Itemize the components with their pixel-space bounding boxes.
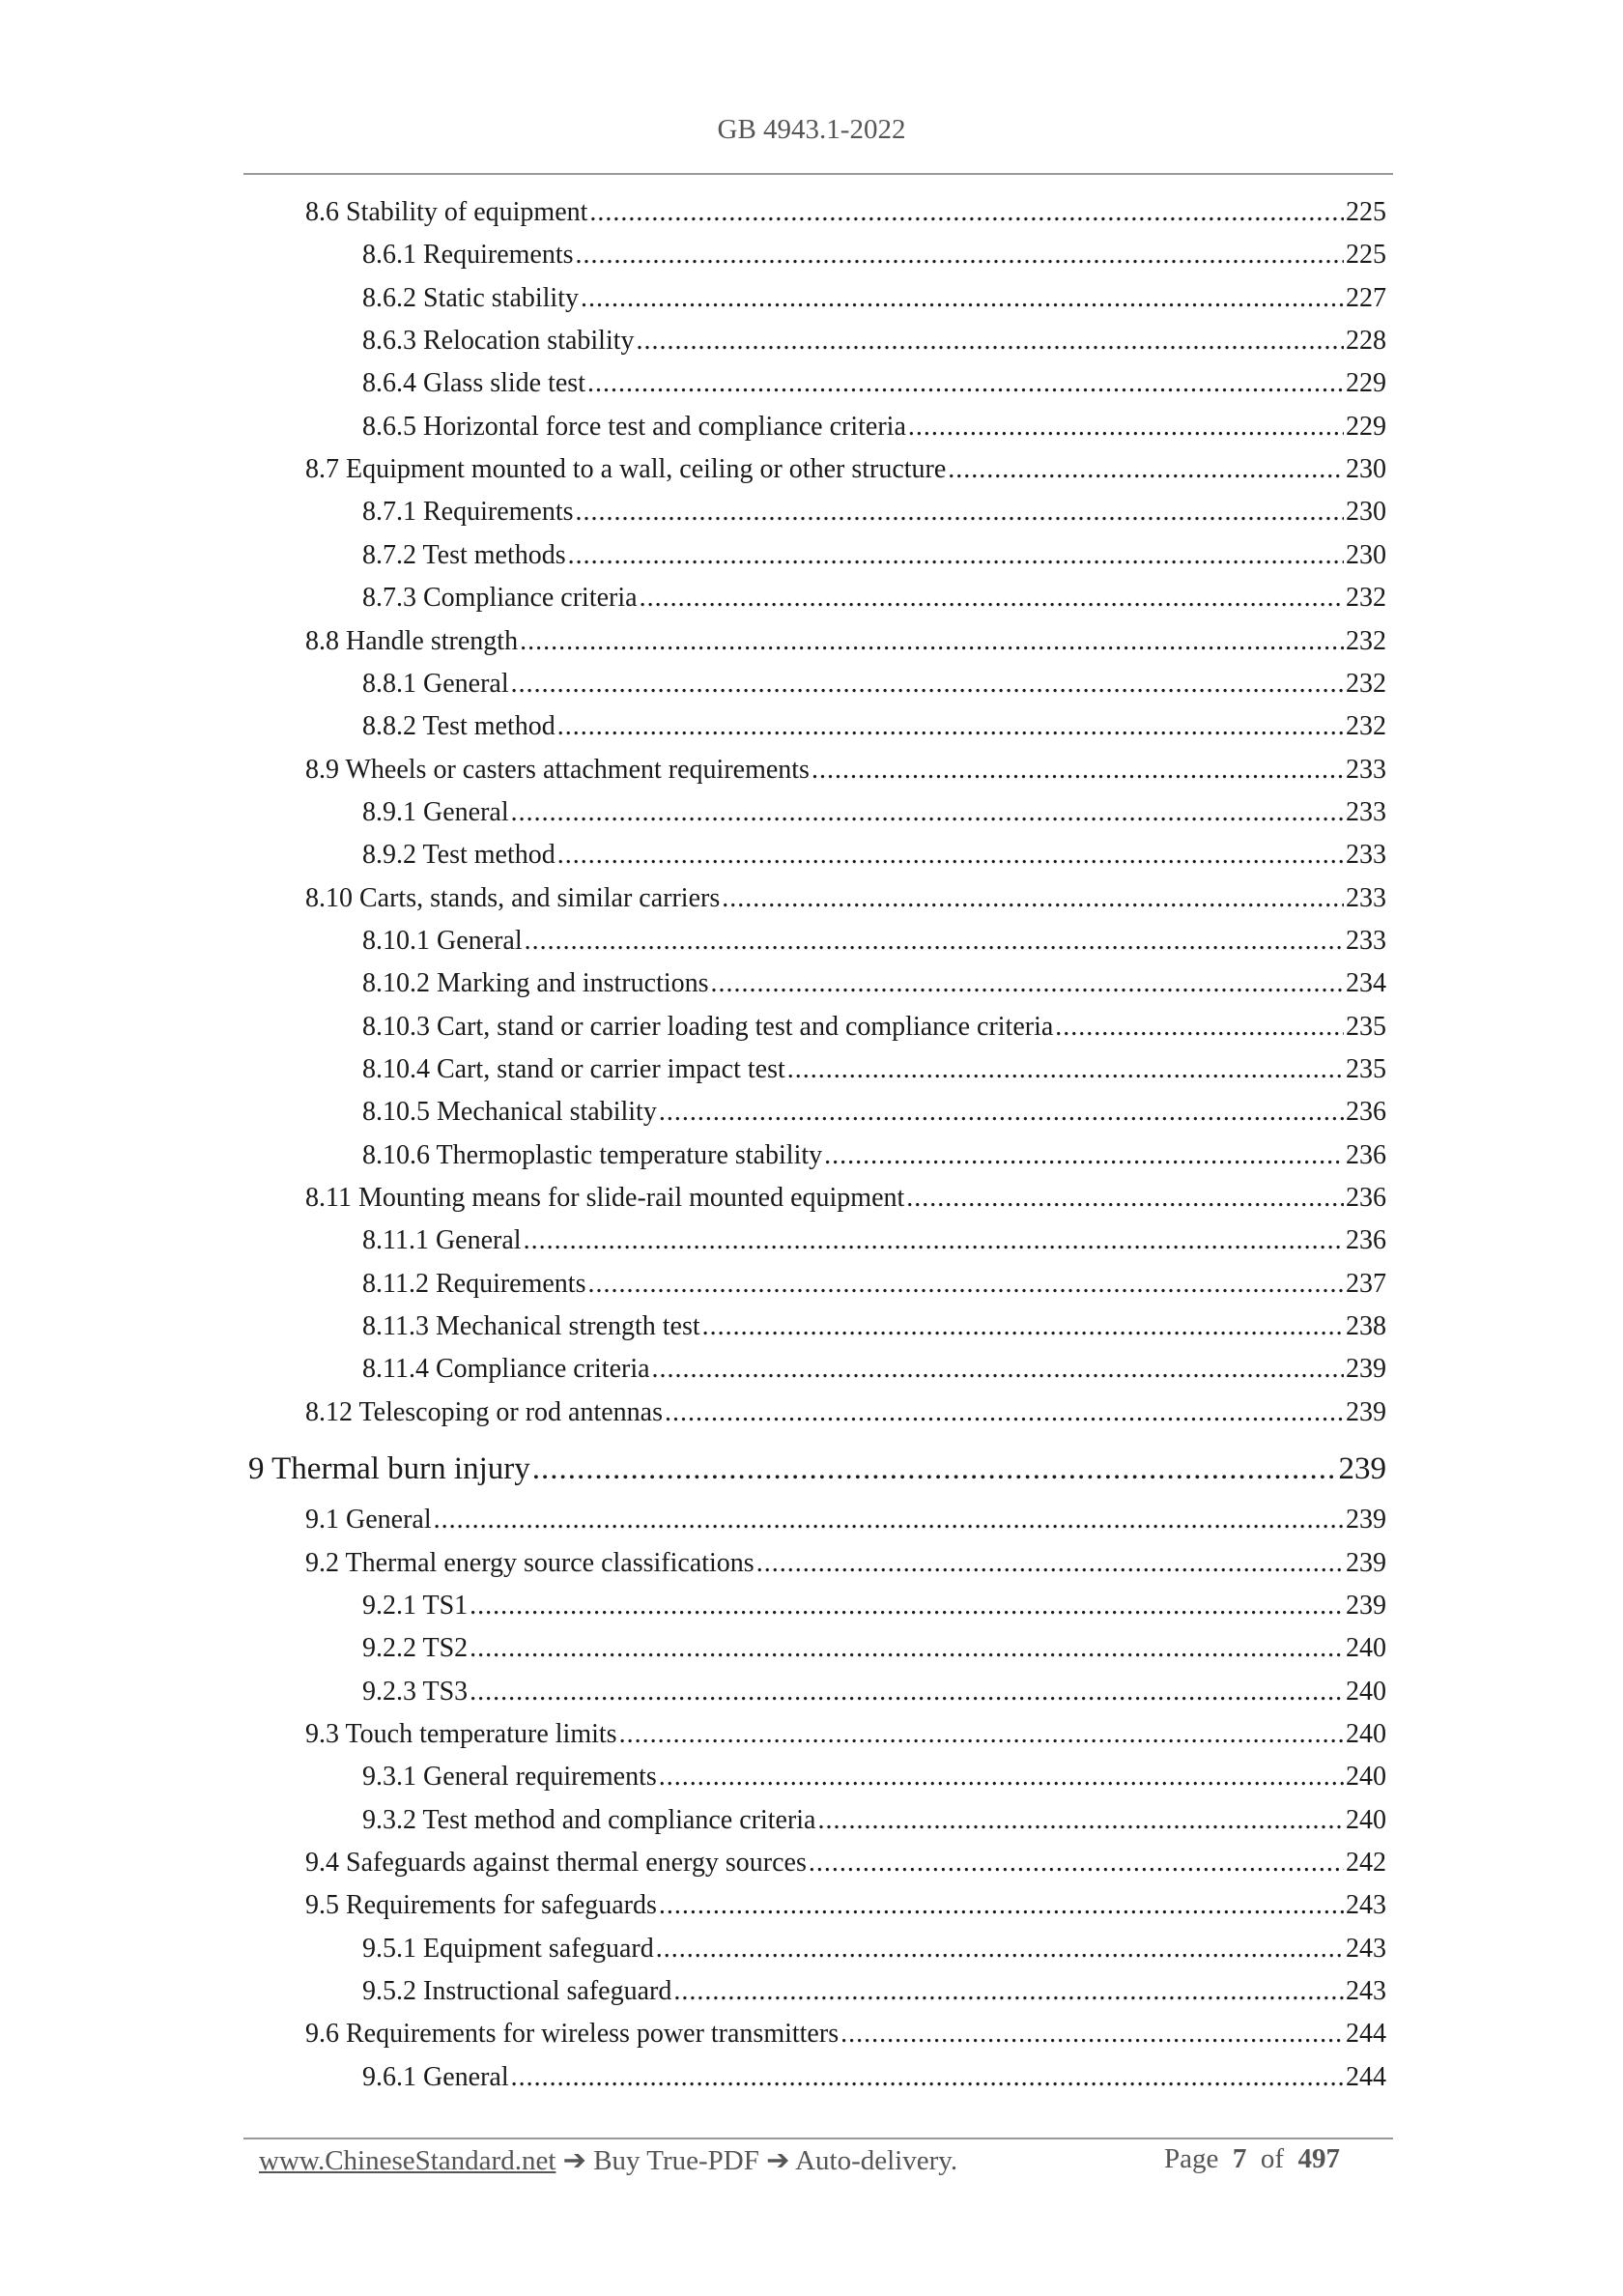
toc-entry[interactable]: [305, 197, 1386, 236]
dot-leader: [589, 197, 1344, 228]
page-indicator: [1164, 2143, 1340, 2175]
toc-entry-title: 8.9.2 Test method: [362, 840, 555, 871]
toc-entry-title: 8.10.2 Marking and instructions: [362, 968, 709, 999]
toc-entry[interactable]: [362, 1805, 1386, 1844]
toc-entry[interactable]: [305, 755, 1386, 793]
toc-entry-page: 236: [1346, 1183, 1386, 1214]
toc-entry-title: 8.10 Carts, stands, and similar carriers: [305, 882, 721, 913]
toc-entry[interactable]: [305, 2019, 1386, 2057]
toc-entry-page: 239: [1346, 1547, 1386, 1578]
dot-leader: [906, 1183, 1344, 1214]
toc-entry-page: 232: [1346, 583, 1386, 614]
toc-entry[interactable]: [362, 1269, 1386, 1307]
toc-entry-title: 8.10.5 Mechanical stability: [362, 1097, 657, 1128]
toc-entry[interactable]: [362, 240, 1386, 278]
toc-entry[interactable]: [305, 1848, 1386, 1886]
toc-entry[interactable]: [362, 2062, 1386, 2101]
toc-entry-title: 8.12 Telescoping or rod antennas: [305, 1396, 663, 1427]
toc-entry-page: 229: [1346, 368, 1386, 399]
dot-leader: [511, 2062, 1344, 2093]
of-label: of: [1260, 2143, 1285, 2174]
toc-entry[interactable]: [362, 840, 1386, 878]
toc-entry-title: 9.5.2 Instructional safeguard: [362, 1976, 672, 2006]
dot-leader: [576, 240, 1344, 271]
toc-entry-page: 235: [1346, 1011, 1386, 1042]
toc-entry-title: 9.6 Requirements for wireless power transmitters: [305, 2019, 840, 2050]
toc-entry-title: 9.2.1 TS1: [362, 1590, 469, 1621]
arrow-icon: ➔: [766, 2145, 790, 2176]
toc-entry[interactable]: [362, 1762, 1386, 1800]
toc-entry-page: 225: [1346, 197, 1386, 227]
toc-entry-title: 8.6.4 Glass slide test: [362, 368, 585, 399]
arrow-icon: ➔: [562, 2145, 586, 2176]
toc-entry-page: 240: [1346, 1762, 1386, 1793]
toc-entry-title: 8.8.1 General: [362, 668, 509, 699]
footer-promo: [259, 2143, 957, 2177]
toc-entry[interactable]: [362, 1934, 1386, 1972]
current-page: 7: [1232, 2143, 1247, 2174]
toc-entry-page: 236: [1346, 1225, 1386, 1256]
toc-entry-page: 229: [1346, 411, 1386, 442]
toc-entry-page: 239: [1346, 1590, 1386, 1621]
toc-entry[interactable]: [305, 1183, 1386, 1221]
toc-entry-page: 227: [1346, 282, 1386, 313]
toc-entry-page: 236: [1346, 1097, 1386, 1128]
dot-leader: [817, 1805, 1344, 1836]
toc-entry[interactable]: [362, 540, 1386, 579]
dot-leader: [948, 454, 1344, 485]
dot-leader: [652, 1354, 1344, 1385]
dot-leader: [702, 1311, 1344, 1342]
toc-entry-title: 9.1 General: [305, 1505, 432, 1535]
dot-leader: [640, 583, 1344, 614]
toc-entry[interactable]: [362, 1097, 1386, 1135]
toc-entry-title: 8.7 Equipment mounted to a wall, ceiling or other structure: [305, 454, 947, 485]
toc-entry-page: 233: [1346, 840, 1386, 871]
toc-entry[interactable]: [305, 1505, 1386, 1543]
toc-entry-title: 9.5 Requirements for safeguards: [305, 1890, 657, 1921]
toc-entry[interactable]: [248, 1451, 1386, 1490]
toc-entry[interactable]: [362, 1633, 1386, 1672]
toc-entry-title: 8.11.1 General: [362, 1225, 522, 1256]
toc-entry[interactable]: [362, 926, 1386, 964]
toc-entry[interactable]: [362, 1354, 1386, 1392]
toc-entry-page: 243: [1346, 1890, 1386, 1921]
toc-entry[interactable]: [362, 326, 1386, 364]
toc-entry-title: 9.3 Touch temperature limits: [305, 1718, 617, 1749]
toc-entry[interactable]: [305, 883, 1386, 922]
toc-entry[interactable]: [305, 454, 1386, 493]
toc-entry-page: 240: [1346, 1718, 1386, 1749]
toc-entry-page: 232: [1346, 668, 1386, 699]
dot-leader: [840, 2019, 1344, 2050]
toc-entry-page: 233: [1346, 796, 1386, 827]
dot-leader: [824, 1140, 1344, 1171]
toc-entry-title: 8.10.6 Thermoplastic temperature stability: [362, 1139, 823, 1170]
dot-leader: [659, 1762, 1344, 1793]
toc-entry-title: 8.7.3 Compliance criteria: [362, 583, 638, 614]
toc-entry[interactable]: [305, 1397, 1386, 1436]
toc-entry[interactable]: [362, 669, 1386, 707]
dot-leader: [470, 1677, 1344, 1708]
toc-entry-title: 8.11 Mounting means for slide-rail mounted equipment: [305, 1183, 905, 1214]
toc-entry-title: 8.8 Handle strength: [305, 625, 519, 656]
toc-entry-page: 244: [1346, 2019, 1386, 2050]
toc-entry-title: 8.11.3 Mechanical strength test: [362, 1311, 700, 1342]
toc-entry-page: 236: [1346, 1139, 1386, 1170]
toc-entry-title: 9.3.2 Test method and compliance criteria: [362, 1804, 816, 1835]
toc-entry[interactable]: [362, 412, 1386, 450]
dot-leader: [470, 1633, 1344, 1664]
toc-entry-title: 8.6.5 Horizontal force test and compliance criteria: [362, 411, 906, 442]
toc-entry-page: 240: [1346, 1804, 1386, 1835]
toc-entry[interactable]: [362, 1677, 1386, 1715]
toc-entry[interactable]: [362, 583, 1386, 621]
toc-entry-title: 9.2.2 TS2: [362, 1633, 469, 1664]
toc-entry-title: 9.2 Thermal energy source classifications: [305, 1547, 755, 1578]
dot-leader: [1055, 1012, 1344, 1043]
toc-entry-title: 8.7.2 Test methods: [362, 539, 566, 570]
toc-entry-page: 243: [1346, 1976, 1386, 2006]
toc-entry-title: 8.11.2 Requirements: [362, 1268, 586, 1299]
dot-leader: [524, 1225, 1344, 1256]
dot-leader: [711, 968, 1344, 999]
dot-leader: [557, 711, 1344, 742]
toc-entry-title: 8.10.3 Cart, stand or carrier loading test and compliance criteria: [362, 1011, 1054, 1042]
toc-entry[interactable]: [362, 1311, 1386, 1350]
toc-entry[interactable]: [305, 1719, 1386, 1758]
dot-leader: [520, 626, 1344, 657]
toc-entry-title: 9 Thermal burn injury: [248, 1451, 530, 1487]
dot-leader: [665, 1397, 1344, 1428]
toc-entry-title: 8.6.1 Requirements: [362, 240, 574, 271]
toc-entry-page: 242: [1346, 1847, 1386, 1878]
dot-leader: [557, 840, 1344, 871]
toc-entry-page: 228: [1346, 326, 1386, 357]
toc-entry-page: 240: [1346, 1633, 1386, 1664]
dot-leader: [787, 1054, 1344, 1085]
toc-entry-title: 9.6.1 General: [362, 2061, 509, 2092]
toc-entry-title: 9.3.1 General requirements: [362, 1762, 657, 1793]
toc-entry-page: 232: [1346, 625, 1386, 656]
toc-entry[interactable]: [362, 1140, 1386, 1179]
toc-entry[interactable]: [362, 1054, 1386, 1093]
dot-leader: [722, 883, 1344, 914]
dot-leader: [637, 326, 1344, 357]
toc-entry-page: 238: [1346, 1311, 1386, 1342]
toc-entry-title: 8.7.1 Requirements: [362, 497, 574, 528]
document-header: GB 4943.1-2022: [717, 114, 906, 145]
toc-entry-page: 239: [1346, 1354, 1386, 1385]
dot-leader: [525, 926, 1344, 957]
toc-entry[interactable]: [305, 1548, 1386, 1587]
dot-leader: [587, 368, 1344, 399]
dot-leader: [511, 669, 1344, 700]
dot-leader: [581, 283, 1344, 314]
toc-entry-page: 230: [1346, 539, 1386, 570]
toc-entry-page: 230: [1346, 497, 1386, 528]
dot-leader: [619, 1719, 1344, 1750]
toc-entry[interactable]: [305, 626, 1386, 665]
website-link[interactable]: www.ChineseStandard.net: [259, 2145, 556, 2176]
toc-entry-page: 243: [1346, 1933, 1386, 1964]
toc-entry[interactable]: [362, 283, 1386, 322]
header-divider: [243, 173, 1393, 175]
toc-entry[interactable]: [362, 1012, 1386, 1050]
toc-entry-page: 239: [1346, 1396, 1386, 1427]
dot-leader: [568, 540, 1344, 571]
toc-entry-page: 239: [1338, 1451, 1386, 1487]
toc-entry[interactable]: [362, 711, 1386, 750]
toc-entry[interactable]: [362, 1225, 1386, 1264]
toc-entry-page: 230: [1346, 454, 1386, 485]
toc-entry-page: 240: [1346, 1676, 1386, 1707]
toc-entry[interactable]: [362, 497, 1386, 535]
footer-divider: [243, 2138, 1393, 2139]
dot-leader: [908, 412, 1344, 443]
dot-leader: [656, 1934, 1344, 1965]
toc-entry-title: 9.5.1 Equipment safeguard: [362, 1933, 654, 1964]
toc-entry-title: 8.6 Stability of equipment: [305, 197, 588, 227]
toc-entry-page: 235: [1346, 1054, 1386, 1084]
toc-entry[interactable]: [362, 968, 1386, 1007]
dot-leader: [673, 1976, 1344, 2007]
toc-entry[interactable]: [362, 1976, 1386, 2015]
total-pages: 497: [1297, 2143, 1341, 2174]
toc-entry-title: 8.10.4 Cart, stand or carrier impact test: [362, 1054, 785, 1084]
toc-entry-page: 232: [1346, 711, 1386, 742]
toc-entry-page: 234: [1346, 968, 1386, 999]
toc-entry-page: 244: [1346, 2061, 1386, 2092]
dot-leader: [659, 1890, 1344, 1921]
toc-entry[interactable]: [362, 797, 1386, 836]
toc-entry-page: 237: [1346, 1268, 1386, 1299]
dot-leader: [511, 797, 1344, 828]
toc-entry[interactable]: [362, 368, 1386, 407]
dot-leader: [532, 1451, 1337, 1487]
dot-leader: [434, 1505, 1344, 1535]
toc-entry-title: 8.10.1 General: [362, 925, 523, 956]
toc-entry-title: 8.6.3 Relocation stability: [362, 326, 635, 357]
page-label: Page: [1164, 2143, 1219, 2174]
toc-entry-title: 8.8.2 Test method: [362, 711, 555, 742]
toc-entry-title: 8.9.1 General: [362, 796, 509, 827]
dot-leader: [470, 1591, 1344, 1622]
toc-entry[interactable]: [305, 1890, 1386, 1929]
toc-entry-page: 225: [1346, 240, 1386, 271]
toc-entry-title: 9.2.3 TS3: [362, 1676, 469, 1707]
toc-entry-title: 8.9 Wheels or casters attachment requirements: [305, 754, 810, 785]
dot-leader: [812, 755, 1344, 786]
toc-entry-page: 233: [1346, 754, 1386, 785]
toc-entry[interactable]: [362, 1591, 1386, 1629]
dot-leader: [576, 497, 1344, 528]
dot-leader: [659, 1097, 1344, 1128]
toc-entry-page: 233: [1346, 882, 1386, 913]
buy-text: Buy True-PDF: [593, 2145, 759, 2176]
dot-leader: [587, 1269, 1344, 1300]
auto-delivery-text: Auto-delivery.: [795, 2145, 958, 2176]
toc-entry-title: 9.4 Safeguards against thermal energy sources: [305, 1847, 807, 1878]
toc-entry-page: 233: [1346, 925, 1386, 956]
toc-entry-page: 239: [1346, 1505, 1386, 1535]
dot-leader: [756, 1548, 1344, 1579]
toc-entry-title: 8.6.2 Static stability: [362, 282, 579, 313]
dot-leader: [809, 1848, 1344, 1879]
toc-entry-title: 8.11.4 Compliance criteria: [362, 1354, 650, 1385]
